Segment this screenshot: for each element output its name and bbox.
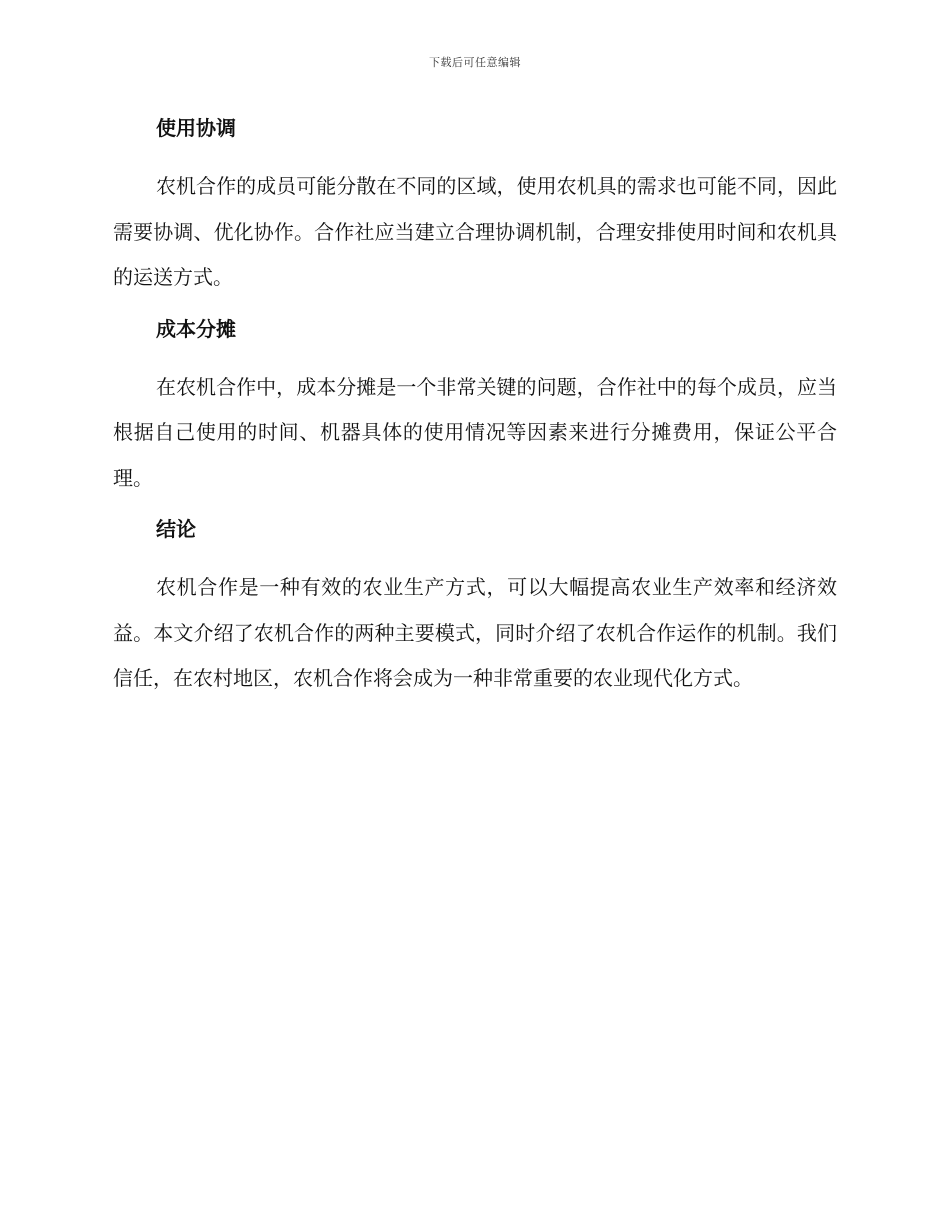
section-heading: 成本分摊: [156, 316, 236, 341]
section-cost-sharing: [113, 311, 837, 502]
section-conclusion: [113, 511, 837, 702]
section-paragraph: 农机合作是一种有效的农业生产方式，可以大幅提高农业生产效率和经济效益。本文介绍了农机合作的两种主要模式，同时介绍了农机合作运作的机制。我们信任，在农村地区，农机合作将会成为一种非常重要的农业现代化方式。: [113, 575, 837, 690]
section-paragraph: 在农机合作中，成本分摊是一个非常关键的问题，合作社中的每个成员，应当根据自己使用的时间、机器具体的使用情况等因素来进行分摊费用，保证公平合理。: [113, 374, 837, 490]
page-header: 下载后可任意编辑: [429, 56, 521, 69]
section-heading: 使用协调: [156, 116, 236, 140]
section-usage-coordination: [113, 110, 837, 301]
section-paragraph: 农机合作的成员可能分散在不同的区域，使用农机具的需求也可能不同，因此需要协调、优化协作。合作社应当建立合理协调机制，合理安排使用时间和农机具的运送方式。: [113, 174, 837, 289]
document-body: [113, 110, 837, 712]
section-heading: 结论: [156, 517, 196, 541]
